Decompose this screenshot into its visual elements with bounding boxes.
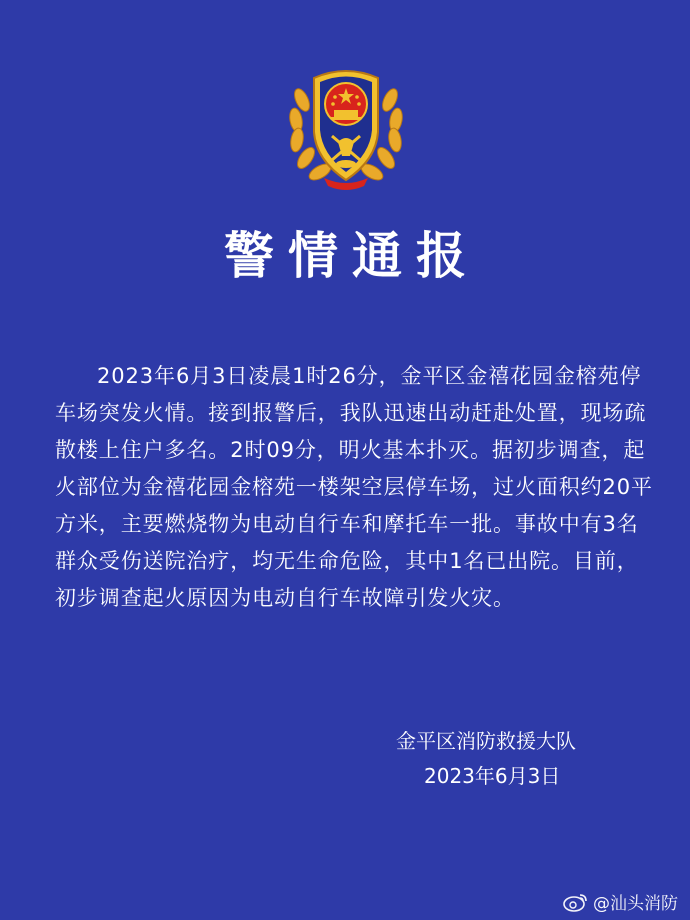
notice-title: 警情通报	[224, 227, 480, 285]
weibo-watermark	[563, 889, 678, 914]
watermark-text: @汕头消防	[593, 894, 678, 914]
fire-rescue-emblem-icon	[284, 60, 408, 194]
notice-body: 2023年6月3日凌晨1时26分，金平区金禧花园金榕苑停车场突发火情。接到报警后，我队迅速出动赶赴处置，现场疏散楼上住户多名。2时09分，明火基本扑灭。据初步调查，起火部位为金禧花园金榕苑一楼架空层停车场，过火面积约20平方米，主要燃烧物为电动自行车和摩托车一批。事故中有3名群众受伤送院治疗，均无生命危险，其中1名已出院。目前，初步调查起火原因为电动自行车故障引发火灾。	[55, 364, 653, 610]
weibo-icon	[563, 892, 589, 912]
signature-organization: 金平区消防救援大队	[396, 729, 576, 753]
signature-date: 2023年6月3日	[424, 764, 561, 788]
